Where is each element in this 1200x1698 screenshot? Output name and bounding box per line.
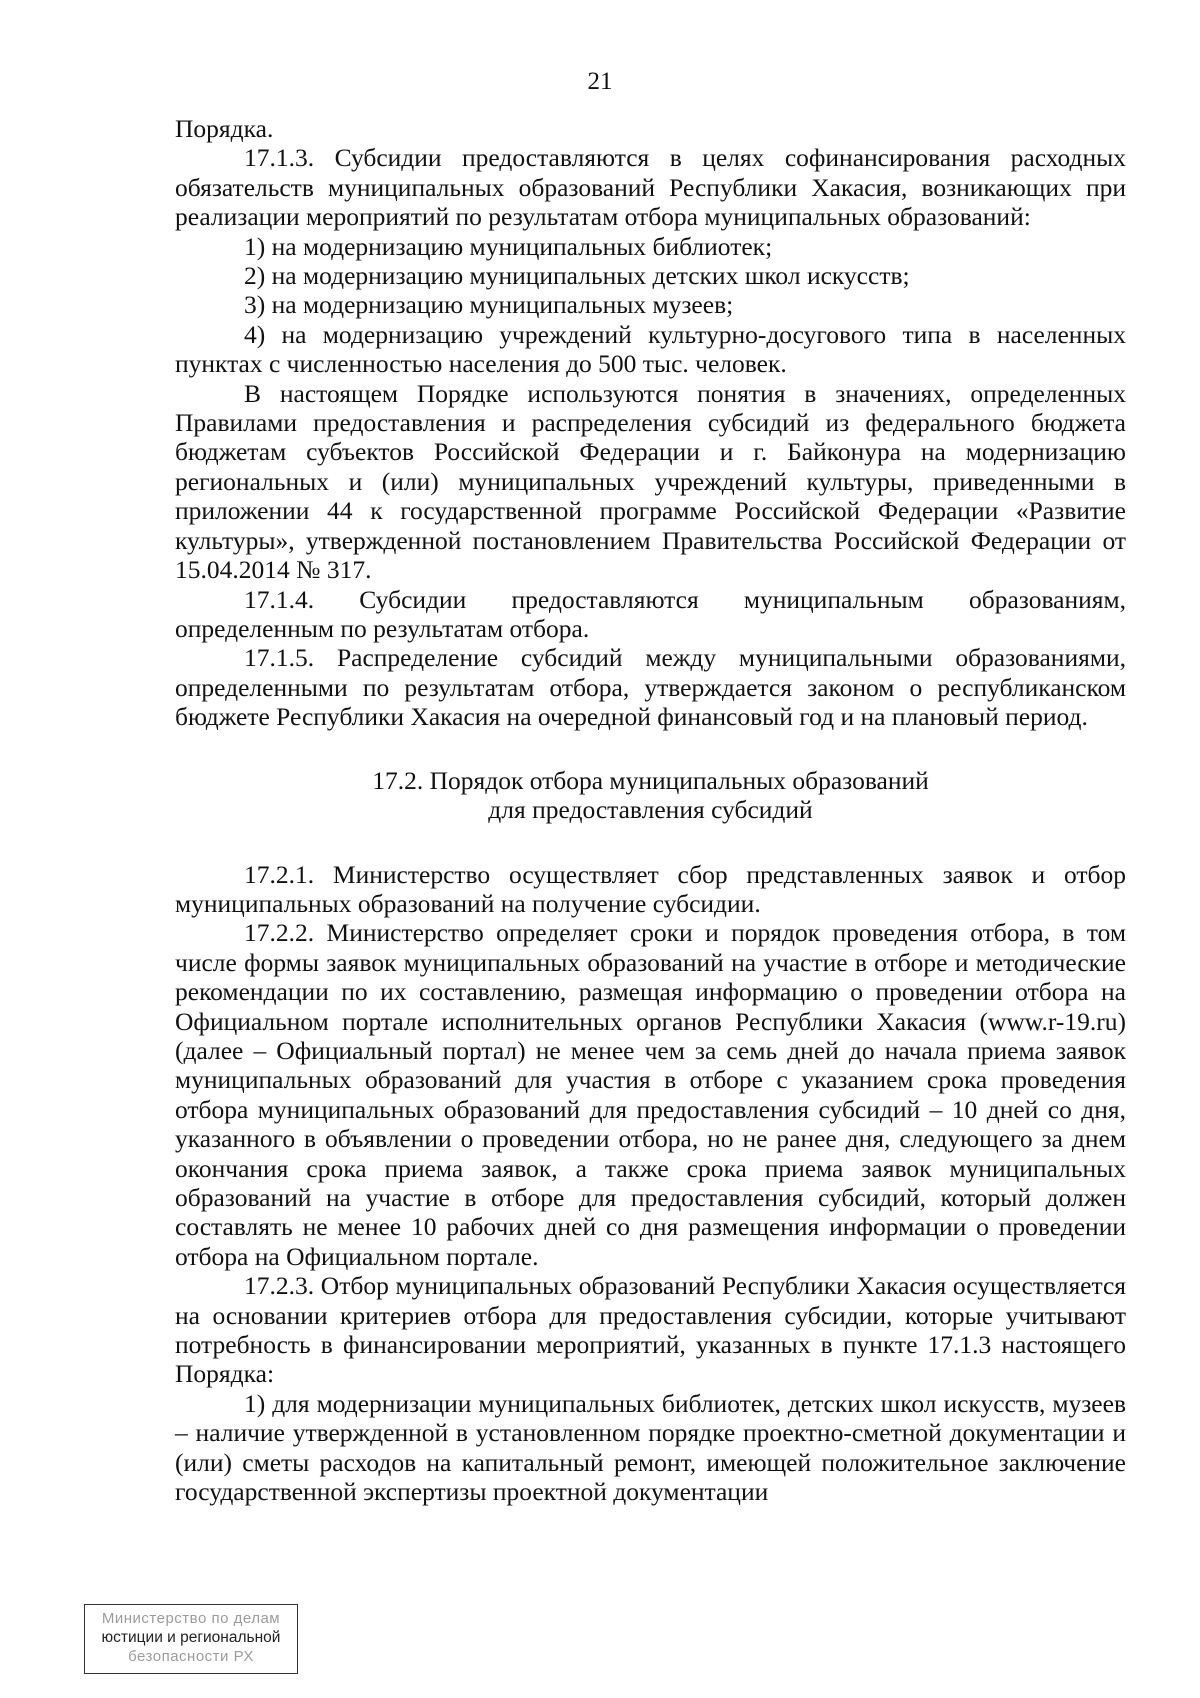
document-body (175, 114, 1126, 1506)
list-item-3: 3) на модернизацию муниципальных музеев; (244, 290, 734, 320)
registration-stamp (84, 1604, 298, 1674)
paragraph-17-2-1: 17.2.1. Министерство осуществляет сбор представленных заявок и отбор муниципальных образований на получение субсидии. (175, 859, 1126, 918)
paragraph-17-2-3: 17.2.3. Отбор муниципальных образований Республики Хакасия осуществляется на основании критериев отбора для предоставления субсидии, которые учитывают потребность в финансировании мероприятий, указанных в пункте 17.1.3 настоящего Порядка: (175, 1271, 1126, 1389)
stamp-line-2: юстиции и региональной (101, 1629, 281, 1646)
list-item-2: 2) на модернизацию муниципальных детских школ искусств; (244, 261, 910, 291)
page-number: 21 (587, 68, 613, 95)
paragraph-definitions: В настоящем Порядке используются понятия в значениях, определенных Правилами предоставления и распределения субсидий из федерального бюджета бюджетам субъектов Российской Федерации и г. Байконура на модернизацию региональных и (или) муниципальных учреждений культуры, приведенными в приложении 44 к государственной программе Российской Федерации «Развитие культуры», утвержденной постановлением Правительства Российской Федерации от 15.04.2014 № 317. (175, 378, 1126, 585)
stamp-line-3: безопасности РХ (128, 1648, 254, 1665)
list-item-1: 1) на модернизацию муниципальных библиотек; (244, 231, 773, 261)
section-title-line-2: для предоставления субсидий (488, 794, 813, 824)
section-title (175, 766, 1126, 824)
paragraph-17-1-4: 17.1.4. Субсидии предоставляются муниципальным образованиям, определенным по результатам отбора. (175, 584, 1126, 643)
paragraph-17-1-5: 17.1.5. Распределение субсидий между муниципальными образованиями, определенными по результатам отбора, утверждается законом о республиканском бюджете Республики Хакасия на очередной финансовый год и на плановый период. (175, 643, 1126, 732)
list-item-4: 4) на модернизацию учреждений культурно-досугового типа в населенных пунктах с численностью населения до 500 тыс. человек. (175, 319, 1126, 379)
paragraph-continuation: Порядка. (175, 114, 274, 143)
section-title-line-1: 17.2. Порядок отбора муниципальных образований (372, 765, 929, 795)
paragraph-17-1-3: 17.1.3. Субсидии предоставляются в целях софинансирования расходных обязательств муниципальных образований Республики Хакасия, возникающих при реализации мероприятий по результатам отбора муниципальных образований: (175, 143, 1126, 232)
paragraph-17-2-2: 17.2.2. Министерство определяет сроки и порядок проведения отбора, в том числе формы заявок муниципальных образований на участие в отборе и методические рекомендации по их составлению, размещая информацию о проведении отбора на Официальном портале исполнительных органов Республики Хакасия (www.r-19.ru) (далее – Официальный портал) не менее чем за семь дней до начала приема заявок муниципальных образований для участия в отборе с указанием срока проведения отбора муниципальных образований для предоставления субсидий – 10 дней со дня, указанного в объявлении о проведении отбора, но не ранее дня, следующего за днем окончания срока приема заявок, а также срока приема заявок муниципальных образований на участие в отборе для предоставления субсидий, который должен составлять не менее 10 рабочих дней со дня размещения информации о проведении отбора на Официальном портале. (175, 918, 1126, 1271)
stamp-line-1: Министерство по делам (101, 1610, 281, 1627)
criteria-item-1: 1) для модернизации муниципальных библиотек, детских школ искусств, музеев – наличие утвержденной в установленном порядке проектно-сметной документации и (или) сметы расходов на капитальный ремонт, имеющей положительное заключение государственной экспертизы проектной документации (175, 1388, 1126, 1507)
